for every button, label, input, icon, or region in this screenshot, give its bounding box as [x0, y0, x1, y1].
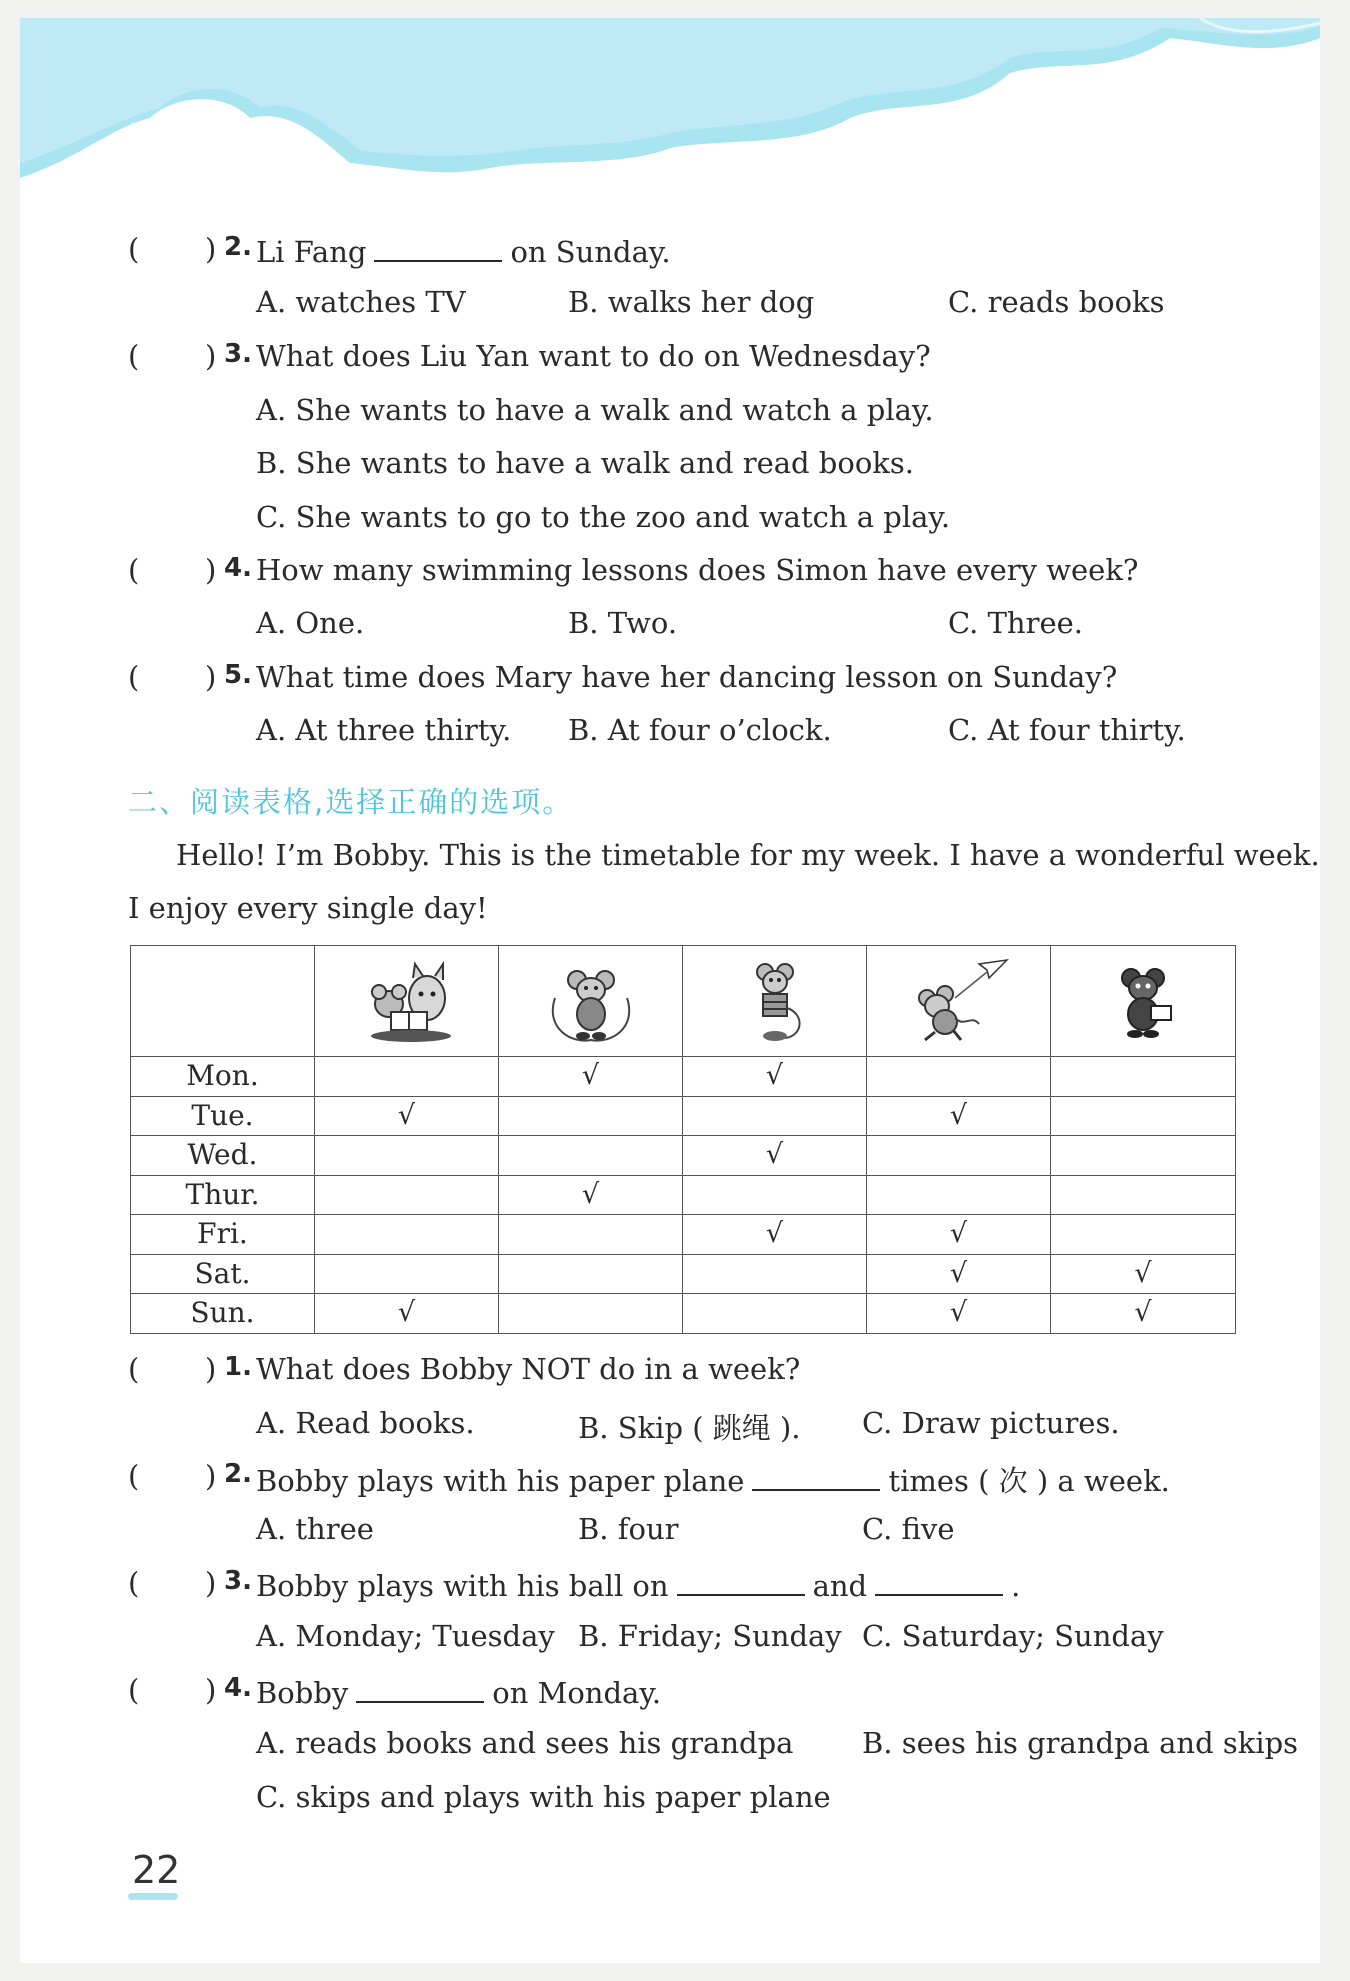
- question-text: What does Bobby NOT do in a week?: [256, 1352, 801, 1386]
- option-a: A. Read books.: [256, 1406, 475, 1440]
- answer-paren-close: ): [205, 339, 217, 373]
- activity-header: [683, 946, 867, 1057]
- activity-header: [315, 946, 499, 1057]
- reading-question-4: [128, 1673, 1228, 1713]
- activity-header: [1051, 946, 1236, 1057]
- question-number: 3.: [224, 1566, 252, 1596]
- check-cell: √: [683, 1057, 867, 1097]
- option-c: C. Saturday; Sunday: [862, 1619, 1164, 1653]
- option-a: A. reads books and sees his grandpa: [256, 1726, 794, 1760]
- check-cell: [315, 1136, 499, 1176]
- question-text: Bobby plays with his ball on and .: [256, 1566, 1020, 1603]
- answer-paren-close: ): [205, 1459, 217, 1493]
- check-cell: [683, 1175, 867, 1215]
- page-number: 22: [132, 1848, 181, 1892]
- header-cloud-banner: [20, 18, 1320, 193]
- intro-line-1: Hello! I’m Bobby. This is the timetable for my week. I have a wonderful week.: [176, 838, 1320, 872]
- option-b: B. Two.: [568, 606, 678, 640]
- option-a: A. She wants to have a walk and watch a play.: [256, 393, 934, 427]
- answer-blank[interactable]: [677, 1566, 805, 1596]
- answer-blank[interactable]: [374, 232, 502, 262]
- option-b: B. She wants to have a walk and read books.: [256, 446, 914, 480]
- check-cell: [1051, 1215, 1236, 1255]
- reading-question-3: [128, 1566, 1228, 1606]
- check-cell: [683, 1254, 867, 1294]
- check-cell: [867, 1057, 1051, 1097]
- question-3: [128, 339, 1228, 379]
- question-4: [128, 553, 1228, 593]
- answer-paren-close: ): [205, 553, 217, 587]
- option-b: B. four: [578, 1512, 679, 1546]
- option-c: C. She wants to go to the zoo and watch a play.: [256, 500, 951, 534]
- question-text: Bobby plays with his paper plane times ( 次 ) a week.: [256, 1459, 1170, 1500]
- option-b: B. sees his grandpa and skips: [862, 1726, 1299, 1760]
- question-number: 2.: [224, 1459, 252, 1489]
- answer-paren-open: (: [128, 553, 140, 587]
- page-number-underline: [128, 1893, 178, 1900]
- section-title: 二、阅读表格,选择正确的选项。: [128, 785, 574, 819]
- day-label: Sun.: [131, 1294, 315, 1334]
- timetable-row: [131, 1294, 1236, 1334]
- question-text: Bobby on Monday.: [256, 1673, 661, 1710]
- check-cell: [315, 1254, 499, 1294]
- check-cell: [683, 1294, 867, 1334]
- day-label: Fri.: [131, 1215, 315, 1255]
- activity-header: [499, 946, 683, 1057]
- check-cell: [499, 1096, 683, 1136]
- check-cell: [683, 1096, 867, 1136]
- check-cell: √: [867, 1254, 1051, 1294]
- question-2: [128, 232, 1228, 272]
- check-cell: √: [315, 1096, 499, 1136]
- timetable-row: [131, 1096, 1236, 1136]
- timetable-corner-cell: [131, 946, 315, 1057]
- check-cell: [499, 1215, 683, 1255]
- question-text: How many swimming lessons does Simon have every week?: [256, 553, 1139, 587]
- option-a: A. three: [256, 1512, 374, 1546]
- timetable-row: [131, 1136, 1236, 1176]
- option-c: C. five: [862, 1512, 955, 1546]
- check-cell: [315, 1057, 499, 1097]
- answer-paren-open: (: [128, 1673, 140, 1707]
- check-cell: √: [1051, 1254, 1236, 1294]
- check-cell: [1051, 1057, 1236, 1097]
- answer-paren-open: (: [128, 1352, 140, 1386]
- timetable-header-row: [131, 946, 1236, 1057]
- answer-blank[interactable]: [752, 1461, 880, 1491]
- question-5: [128, 660, 1228, 700]
- answer-paren-close: ): [205, 1352, 217, 1386]
- option-a: A. watches TV: [256, 285, 466, 319]
- paper-plane-icon: [909, 958, 1009, 1044]
- option-b: B. Skip ( 跳绳 ).: [578, 1411, 801, 1445]
- option-c: C. Draw pictures.: [862, 1406, 1120, 1440]
- question-number: 3.: [224, 339, 252, 369]
- check-cell: √: [867, 1096, 1051, 1136]
- read-books-with-grandpa-icon: [357, 958, 457, 1044]
- question-text: What time does Mary have her dancing lesson on Sunday?: [256, 660, 1118, 694]
- day-label: Tue.: [131, 1096, 315, 1136]
- check-cell: √: [315, 1294, 499, 1334]
- answer-paren-open: (: [128, 1459, 140, 1493]
- timetable-row: [131, 1215, 1236, 1255]
- day-label: Sat.: [131, 1254, 315, 1294]
- timetable-row: [131, 1175, 1236, 1215]
- grade-label: 四年级上册: [130, 120, 231, 142]
- check-cell: [499, 1294, 683, 1334]
- option-b: B. Friday; Sunday: [578, 1619, 842, 1653]
- answer-paren-open: (: [128, 339, 140, 373]
- check-cell: √: [499, 1175, 683, 1215]
- answer-paren-open: (: [128, 660, 140, 694]
- answer-paren-close: ): [205, 1673, 217, 1707]
- check-cell: [315, 1215, 499, 1255]
- option-a: A. Monday; Tuesday: [256, 1619, 555, 1653]
- check-cell: [499, 1254, 683, 1294]
- check-cell: [315, 1175, 499, 1215]
- question-text: What does Liu Yan want to do on Wednesday?: [256, 339, 931, 373]
- reading-question-1: [128, 1352, 1228, 1392]
- question-number: 4.: [224, 553, 252, 583]
- option-c: C. skips and plays with his paper plane: [256, 1780, 831, 1814]
- question-text: Li Fang on Sunday.: [256, 232, 671, 269]
- check-cell: [1051, 1096, 1236, 1136]
- day-label: Mon.: [131, 1057, 315, 1097]
- activity-header: [867, 946, 1051, 1057]
- check-cell: [499, 1136, 683, 1176]
- question-number: 2.: [224, 232, 252, 262]
- question-number: 1.: [224, 1352, 252, 1382]
- skip-rope-icon: [541, 958, 641, 1044]
- check-cell: √: [867, 1215, 1051, 1255]
- timetable: [130, 945, 1236, 1334]
- answer-blank[interactable]: [875, 1566, 1003, 1596]
- option-b: B. walks her dog: [568, 285, 815, 319]
- draw-pictures-icon: [1093, 958, 1193, 1044]
- answer-paren-close: ): [205, 660, 217, 694]
- question-number: 4.: [224, 1673, 252, 1703]
- option-c: C. Three.: [948, 606, 1084, 640]
- answer-paren-close: ): [205, 232, 217, 266]
- ball-icon: [725, 958, 825, 1044]
- check-cell: √: [1051, 1294, 1236, 1334]
- answer-paren-open: (: [128, 232, 140, 266]
- option-c: C. At four thirty.: [948, 713, 1186, 747]
- answer-blank[interactable]: [356, 1673, 484, 1703]
- question-number: 5.: [224, 660, 252, 690]
- check-cell: [867, 1175, 1051, 1215]
- check-cell: [1051, 1175, 1236, 1215]
- reading-question-2: [128, 1459, 1228, 1499]
- intro-line-2: I enjoy every single day!: [128, 891, 488, 925]
- option-a: A. At three thirty.: [256, 713, 512, 747]
- timetable-row: [131, 1254, 1236, 1294]
- answer-paren-open: (: [128, 1566, 140, 1600]
- check-cell: [1051, 1136, 1236, 1176]
- option-a: A. One.: [256, 606, 365, 640]
- option-c: C. reads books: [948, 285, 1165, 319]
- check-cell: √: [499, 1057, 683, 1097]
- timetable-row: [131, 1057, 1236, 1097]
- check-cell: √: [683, 1136, 867, 1176]
- check-cell: [867, 1136, 1051, 1176]
- day-label: Thur.: [131, 1175, 315, 1215]
- option-b: B. At four o’clock.: [568, 713, 832, 747]
- check-cell: √: [867, 1294, 1051, 1334]
- day-label: Wed.: [131, 1136, 315, 1176]
- check-cell: √: [683, 1215, 867, 1255]
- answer-paren-close: ): [205, 1566, 217, 1600]
